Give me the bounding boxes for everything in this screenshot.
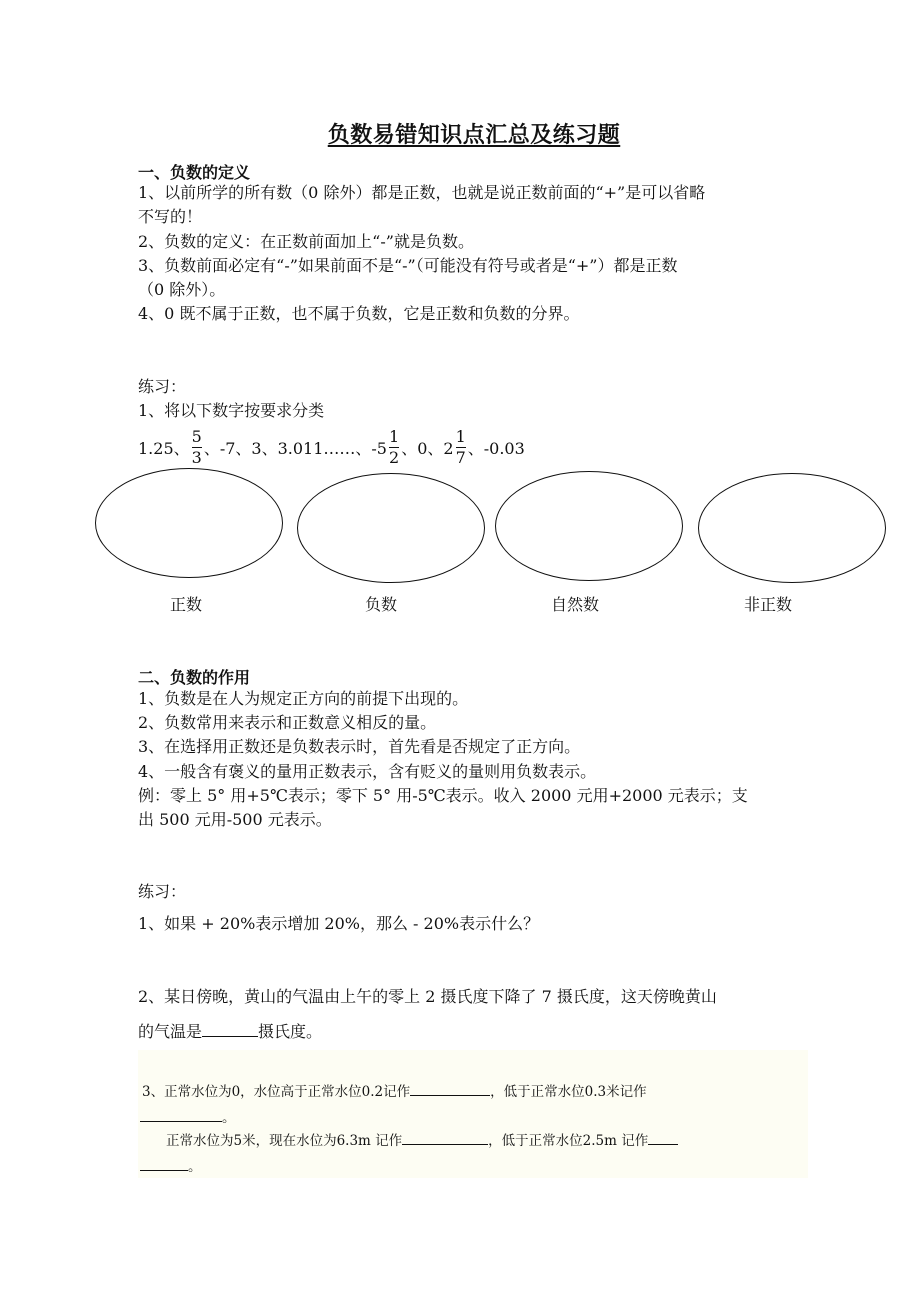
answer-blank[interactable] — [140, 1156, 188, 1171]
section2-heading: 二、负数的作用 — [138, 668, 251, 687]
category-label-positive: 正数 — [170, 595, 203, 614]
question-3-line-2 — [140, 1106, 236, 1126]
answer-blank[interactable] — [402, 1130, 488, 1145]
question-3-line-1 — [142, 1080, 647, 1100]
category-label-natural: 自然数 — [551, 595, 600, 614]
section2-example: 例：零上 5° 用+5℃表示；零下 5° 用-5℃表示。收入 2000 元用+2000 元表示；支 — [138, 786, 748, 805]
practice2-question-1: 1、如果 + 20%表示增加 20%，那么 - 20%表示什么？ — [138, 914, 540, 933]
section2-item-4: 4、一般含有褒义的量用正数表示，含有贬义的量则用负数表示。 — [138, 762, 597, 781]
numerator: 1 — [455, 426, 466, 446]
category-label-non-positive: 非正数 — [744, 595, 793, 614]
fraction-1-2 — [389, 428, 399, 467]
fraction-5-3 — [192, 428, 202, 467]
ellipse-negative[interactable] — [297, 473, 485, 583]
number-text: 、-7、3、3.011……、-5 — [203, 438, 387, 458]
section1-item-3-cont: （0 除外）。 — [138, 280, 226, 299]
section1-heading: 一、负数的定义 — [138, 163, 251, 182]
denominator: 2 — [389, 447, 400, 467]
answer-blank[interactable] — [140, 1107, 222, 1122]
numbers-to-classify — [138, 425, 525, 469]
section2-item-1: 1、负数是在人为规定正方向的前提下出现的。 — [138, 689, 469, 708]
question-text: ，低于正常水位0.3米记作 — [490, 1084, 647, 1100]
section2-example-cont: 出 500 元用-500 元表示。 — [138, 810, 332, 829]
ellipse-natural[interactable] — [495, 471, 683, 581]
numerator: 5 — [191, 426, 202, 446]
section1-item-2: 2、负数的定义：在正数前面加上“-”就是负数。 — [138, 232, 474, 251]
number-text: 1.25、 — [138, 438, 190, 458]
number-text: 、-0.03 — [467, 438, 525, 458]
section2-item-3: 3、在选择用正数还是负数表示时，首先看是否规定了正方向。 — [138, 737, 581, 756]
category-label-negative: 负数 — [365, 595, 398, 614]
practice2-question-2: 2、某日傍晚，黄山的气温由上午的零上 2 摄氏度下降了 7 摄氏度，这天傍晚黄山 — [138, 987, 717, 1006]
practice-question-1: 1、将以下数字按要求分类 — [138, 401, 325, 420]
question-text: 。 — [188, 1159, 202, 1175]
question-text: 摄氏度。 — [258, 1022, 323, 1041]
question-3-line-4 — [140, 1155, 202, 1175]
question-3-box — [138, 1050, 808, 1178]
answer-blank[interactable] — [648, 1130, 678, 1145]
question-text: 正常水位为5米，现在水位为6.3m 记作 — [166, 1133, 403, 1149]
practice-label-2: 练习： — [138, 882, 187, 901]
question-text: 。 — [222, 1110, 236, 1126]
question-text: 3、正常水位为0，水位高于正常水位0.2记作 — [142, 1084, 411, 1100]
section2-item-2: 2、负数常用来表示和正数意义相反的量。 — [138, 713, 437, 732]
question-text: 的气温是 — [138, 1022, 203, 1041]
section1-item-4: 4、0 既不属于正数，也不属于负数，它是正数和负数的分界。 — [138, 304, 580, 323]
section1-item-3: 3、负数前面必定有“-”如果前面不是“-”（可能没有符号或者是“+”）都是正数 — [138, 256, 678, 275]
practice2-question-2-cont — [138, 1020, 322, 1044]
answer-blank[interactable] — [410, 1081, 490, 1096]
numerator: 1 — [389, 426, 400, 446]
section1-item-1-cont: 不写的！ — [138, 207, 203, 226]
number-text: 、0、2 — [401, 438, 454, 458]
document-title: 负数易错知识点汇总及练习题 — [327, 123, 621, 148]
question-text: ，低于正常水位2.5m 记作 — [488, 1133, 649, 1149]
answer-blank[interactable] — [202, 1022, 258, 1037]
ellipse-non-positive[interactable] — [698, 473, 886, 583]
denominator: 7 — [455, 447, 466, 467]
fraction-1-7 — [456, 428, 466, 467]
question-3-line-3 — [166, 1129, 678, 1149]
section1-item-1: 1、以前所学的所有数（0 除外）都是正数，也就是说正数前面的“+”是可以省略 — [138, 183, 706, 202]
practice-label-1: 练习： — [138, 377, 187, 396]
ellipse-positive[interactable] — [95, 468, 283, 578]
denominator: 3 — [191, 447, 202, 467]
